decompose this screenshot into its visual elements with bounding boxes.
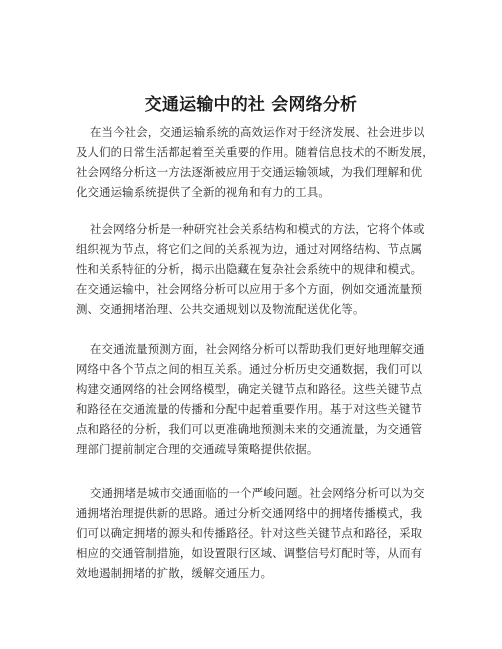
paragraph-line: 效地遏制拥堵的扩散，缓解交通压力。: [76, 566, 273, 580]
paragraph-1: [76, 122, 436, 202]
paragraph-line: 社会网络分析是一种研究社会关系结构和模式的方法，它将个体或: [90, 222, 425, 236]
paragraph-3: [76, 339, 436, 459]
paragraph-line: 社会网络分析这一方法逐渐被应用于交通运输领域，为我们理解和优: [76, 165, 423, 179]
paragraph-line: 及人们的日常生活都起着至关重要的作用。随着信息技术的不断发展，: [76, 145, 434, 159]
paragraph-line: 测、交通拥堵治理、公共交通规划以及物流配送优化等。: [76, 302, 365, 316]
document-title: 交通运输中的社 会网络分析: [144, 95, 358, 115]
paragraph-line: 和路径在交通流量的传播和分配中起着重要作用。基于对这些关键节: [76, 402, 423, 416]
paragraph-line: 组织视为节点，将它们之间的关系视为边，通过对网络结构、节点属: [76, 242, 423, 256]
paragraph-line: 在当今社会，交通运输系统的高效运作对于经济发展、社会进步以: [90, 125, 425, 139]
paragraph-line: 网络中各个节点之间的相互关系。通过分析历史交通数据，我们可以: [76, 362, 423, 376]
paragraph-line: 们可以确定拥堵的源头和传播路径。针对这些关键节点和路径，采取: [76, 526, 423, 540]
paragraph-line: 交通拥堵是城市交通面临的一个严峻问题。社会网络分析可以为交: [90, 486, 425, 500]
paragraph-line: 性和关系特征的分析，揭示出隐藏在复杂社会系统中的规律和模式。: [76, 262, 423, 276]
paragraph-line: 理部门提前制定合理的交通疏导策略提供依据。: [76, 442, 319, 456]
paragraph-2: [76, 219, 436, 319]
paragraph-line: 相应的交通管制措施，如设置限行区域、调整信号灯配时等，从而有: [76, 546, 423, 560]
paragraph-line: 通拥堵治理提供新的思路。通过分析交通网络中的拥堵传播模式，我: [76, 506, 423, 520]
paragraph-4: [76, 483, 436, 583]
paragraph-line: 在交通流量预测方面，社会网络分析可以帮助我们更好地理解交通: [90, 342, 425, 356]
paragraph-line: 构建交通网络的社会网络模型，确定关键节点和路径。这些关键节点: [76, 382, 423, 396]
paragraph-line: 化交通运输系统提供了全新的视角和有力的工具。: [76, 185, 330, 199]
paragraph-line: 点和路径的分析，我们可以更准确地预测未来的交通流量，为交通管: [76, 422, 423, 436]
paragraph-line: 在交通运输中，社会网络分析可以应用于多个方面，例如交通流量预: [76, 282, 423, 296]
